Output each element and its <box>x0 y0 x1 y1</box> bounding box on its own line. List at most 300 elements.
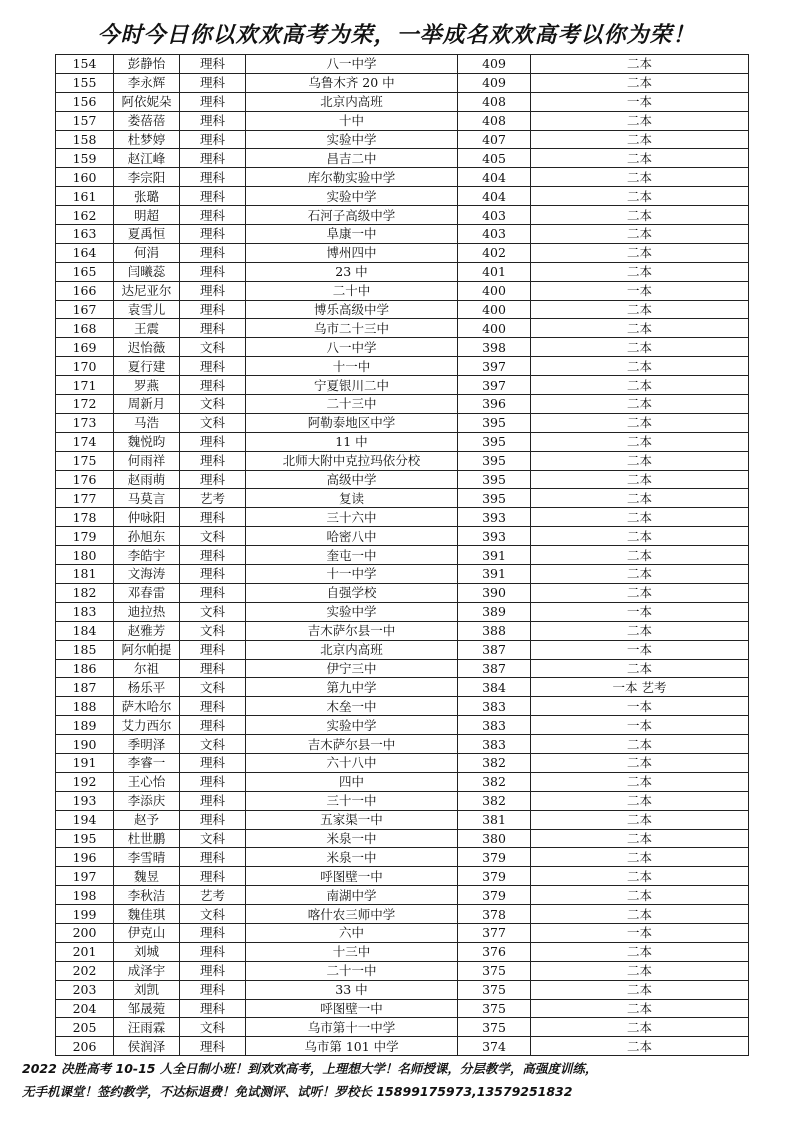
track-cell: 理科 <box>180 980 246 999</box>
rank-cell: 188 <box>56 697 114 716</box>
track-cell: 理科 <box>180 1037 246 1056</box>
tier-cell: 二本 <box>531 338 749 357</box>
school-cell: 乌鲁木齐 20 中 <box>246 73 458 92</box>
track-cell: 理科 <box>180 470 246 489</box>
table-row <box>56 565 749 584</box>
track-cell: 文科 <box>180 395 246 414</box>
rank-cell: 169 <box>56 338 114 357</box>
tier-cell: 一本 <box>531 92 749 111</box>
name-cell: 仲咏阳 <box>114 508 180 527</box>
track-cell: 理科 <box>180 225 246 244</box>
rank-cell: 192 <box>56 772 114 791</box>
score-cell: 395 <box>458 451 531 470</box>
table-row <box>56 168 749 187</box>
name-cell: 李永辉 <box>114 73 180 92</box>
score-cell: 382 <box>458 772 531 791</box>
rank-cell: 170 <box>56 357 114 376</box>
score-cell: 379 <box>458 867 531 886</box>
score-cell: 395 <box>458 489 531 508</box>
score-cell: 374 <box>458 1037 531 1056</box>
name-cell: 迟怡薇 <box>114 338 180 357</box>
table-row <box>56 583 749 602</box>
score-cell: 375 <box>458 1018 531 1037</box>
score-cell: 397 <box>458 357 531 376</box>
rank-cell: 187 <box>56 678 114 697</box>
tier-cell: 一本 <box>531 281 749 300</box>
table-row <box>56 999 749 1018</box>
rank-cell: 202 <box>56 961 114 980</box>
tier-cell: 二本 <box>531 1018 749 1037</box>
name-cell: 赵雨萌 <box>114 470 180 489</box>
table-row <box>56 829 749 848</box>
name-cell: 杜梦婷 <box>114 130 180 149</box>
name-cell: 夏行建 <box>114 357 180 376</box>
name-cell: 迪拉热 <box>114 602 180 621</box>
tier-cell: 一本 艺考 <box>531 678 749 697</box>
name-cell: 马浩 <box>114 413 180 432</box>
tier-cell: 二本 <box>531 73 749 92</box>
score-cell: 390 <box>458 583 531 602</box>
name-cell: 赵江峰 <box>114 149 180 168</box>
name-cell: 伊克山 <box>114 923 180 942</box>
rank-cell: 162 <box>56 206 114 225</box>
score-cell: 408 <box>458 92 531 111</box>
table-row <box>56 357 749 376</box>
table-row <box>56 111 749 130</box>
rank-cell: 182 <box>56 583 114 602</box>
track-cell: 理科 <box>180 281 246 300</box>
school-cell: 呼图壁一中 <box>246 867 458 886</box>
table-row <box>56 243 749 262</box>
score-cell: 383 <box>458 716 531 735</box>
score-cell: 379 <box>458 886 531 905</box>
advert-footer <box>22 1057 782 1103</box>
rank-cell: 189 <box>56 716 114 735</box>
tier-cell: 二本 <box>531 980 749 999</box>
score-cell: 375 <box>458 961 531 980</box>
name-cell: 李宗阳 <box>114 168 180 187</box>
name-cell: 杜世鹏 <box>114 829 180 848</box>
tier-cell: 二本 <box>531 848 749 867</box>
table-row <box>56 300 749 319</box>
score-cell: 377 <box>458 923 531 942</box>
table-row <box>56 338 749 357</box>
name-cell: 魏昱 <box>114 867 180 886</box>
track-cell: 理科 <box>180 376 246 395</box>
advert-line-2: 无手机课堂！签约教学，不达标退费！免试测评、试听！罗校长 15899175973,13579251832 <box>22 1084 573 1099</box>
tier-cell: 一本 <box>531 602 749 621</box>
table-row <box>56 206 749 225</box>
name-cell: 李秋洁 <box>114 886 180 905</box>
school-cell: 三十一中 <box>246 791 458 810</box>
tier-cell: 二本 <box>531 772 749 791</box>
tier-cell: 二本 <box>531 470 749 489</box>
school-cell: 乌市第 101 中学 <box>246 1037 458 1056</box>
tier-cell: 二本 <box>531 905 749 924</box>
table-row <box>56 602 749 621</box>
tier-cell: 二本 <box>531 432 749 451</box>
score-cell: 383 <box>458 697 531 716</box>
track-cell: 理科 <box>180 772 246 791</box>
name-cell: 萨木哈尔 <box>114 697 180 716</box>
rank-cell: 167 <box>56 300 114 319</box>
track-cell: 理科 <box>180 55 246 74</box>
tier-cell: 一本 <box>531 923 749 942</box>
table-row <box>56 1037 749 1056</box>
table-row <box>56 376 749 395</box>
rank-cell: 178 <box>56 508 114 527</box>
school-cell: 二十一中 <box>246 961 458 980</box>
rank-cell: 160 <box>56 168 114 187</box>
rank-cell: 161 <box>56 187 114 206</box>
name-cell: 阿尔帕提 <box>114 640 180 659</box>
rank-cell: 191 <box>56 753 114 772</box>
name-cell: 杨乐平 <box>114 678 180 697</box>
rank-cell: 196 <box>56 848 114 867</box>
name-cell: 马莫言 <box>114 489 180 508</box>
rank-cell: 154 <box>56 55 114 74</box>
school-cell: 呼图壁一中 <box>246 999 458 1018</box>
rank-cell: 174 <box>56 432 114 451</box>
name-cell: 赵予 <box>114 810 180 829</box>
track-cell: 文科 <box>180 678 246 697</box>
tier-cell: 二本 <box>531 168 749 187</box>
track-cell: 理科 <box>180 942 246 961</box>
tier-cell: 二本 <box>531 149 749 168</box>
rank-cell: 165 <box>56 262 114 281</box>
name-cell: 孙旭东 <box>114 527 180 546</box>
rank-cell: 203 <box>56 980 114 999</box>
school-cell: 吉木萨尔县一中 <box>246 621 458 640</box>
school-cell: 十中 <box>246 111 458 130</box>
school-cell: 石河子高级中学 <box>246 206 458 225</box>
rank-cell: 199 <box>56 905 114 924</box>
score-cell: 408 <box>458 111 531 130</box>
school-cell: 乌市第十一中学 <box>246 1018 458 1037</box>
table-row <box>56 319 749 338</box>
rank-cell: 172 <box>56 395 114 414</box>
name-cell: 罗燕 <box>114 376 180 395</box>
score-cell: 388 <box>458 621 531 640</box>
name-cell: 侯润泽 <box>114 1037 180 1056</box>
school-cell: 实验中学 <box>246 130 458 149</box>
score-cell: 387 <box>458 640 531 659</box>
advert-line-1: 2022 决胜高考 10-15 人全日制小班！到欢欢高考，上理想大学！名师授课，分层教学，高强度训练， <box>22 1061 598 1076</box>
rank-cell: 194 <box>56 810 114 829</box>
table-row <box>56 678 749 697</box>
score-cell: 401 <box>458 262 531 281</box>
tier-cell: 二本 <box>531 565 749 584</box>
rank-cell: 198 <box>56 886 114 905</box>
table-row <box>56 187 749 206</box>
table-row <box>56 225 749 244</box>
school-cell: 11 中 <box>246 432 458 451</box>
score-table <box>55 54 749 1056</box>
school-cell: 二十三中 <box>246 395 458 414</box>
table-row <box>56 413 749 432</box>
track-cell: 理科 <box>180 357 246 376</box>
tier-cell: 二本 <box>531 187 749 206</box>
tier-cell: 二本 <box>531 413 749 432</box>
table-row <box>56 130 749 149</box>
school-cell: 六十八中 <box>246 753 458 772</box>
score-cell: 396 <box>458 395 531 414</box>
name-cell: 李睿一 <box>114 753 180 772</box>
name-cell: 夏禹恒 <box>114 225 180 244</box>
name-cell: 邓春雷 <box>114 583 180 602</box>
name-cell: 李皓宇 <box>114 546 180 565</box>
score-cell: 409 <box>458 55 531 74</box>
name-cell: 阿依妮朵 <box>114 92 180 111</box>
table-row <box>56 848 749 867</box>
name-cell: 王震 <box>114 319 180 338</box>
score-cell: 400 <box>458 319 531 338</box>
score-cell: 382 <box>458 791 531 810</box>
track-cell: 理科 <box>180 867 246 886</box>
rank-cell: 156 <box>56 92 114 111</box>
track-cell: 理科 <box>180 243 246 262</box>
track-cell: 理科 <box>180 73 246 92</box>
score-cell: 395 <box>458 432 531 451</box>
school-cell: 33 中 <box>246 980 458 999</box>
school-cell: 十三中 <box>246 942 458 961</box>
tier-cell: 二本 <box>531 829 749 848</box>
rank-cell: 181 <box>56 565 114 584</box>
school-cell: 北京内高班 <box>246 92 458 111</box>
name-cell: 邹晟菀 <box>114 999 180 1018</box>
rank-cell: 158 <box>56 130 114 149</box>
name-cell: 李添庆 <box>114 791 180 810</box>
school-cell: 库尔勒实验中学 <box>246 168 458 187</box>
school-cell: 高级中学 <box>246 470 458 489</box>
score-cell: 383 <box>458 735 531 754</box>
score-cell: 375 <box>458 999 531 1018</box>
track-cell: 理科 <box>180 753 246 772</box>
table-row <box>56 659 749 678</box>
score-cell: 397 <box>458 376 531 395</box>
school-cell: 阜康一中 <box>246 225 458 244</box>
track-cell: 理科 <box>180 262 246 281</box>
track-cell: 理科 <box>180 130 246 149</box>
tier-cell: 二本 <box>531 319 749 338</box>
rank-cell: 180 <box>56 546 114 565</box>
school-cell: 三十六中 <box>246 508 458 527</box>
tier-cell: 二本 <box>531 810 749 829</box>
track-cell: 理科 <box>180 659 246 678</box>
track-cell: 理科 <box>180 999 246 1018</box>
rank-cell: 204 <box>56 999 114 1018</box>
track-cell: 文科 <box>180 829 246 848</box>
score-cell: 384 <box>458 678 531 697</box>
rank-cell: 186 <box>56 659 114 678</box>
track-cell: 理科 <box>180 92 246 111</box>
tier-cell: 二本 <box>531 621 749 640</box>
rank-cell: 166 <box>56 281 114 300</box>
score-cell: 407 <box>458 130 531 149</box>
track-cell: 理科 <box>180 300 246 319</box>
score-cell: 403 <box>458 206 531 225</box>
score-cell: 404 <box>458 168 531 187</box>
name-cell: 明超 <box>114 206 180 225</box>
school-cell: 自强学校 <box>246 583 458 602</box>
table-row <box>56 451 749 470</box>
school-cell: 米泉一中 <box>246 848 458 867</box>
school-cell: 博乐高级中学 <box>246 300 458 319</box>
tier-cell: 二本 <box>531 376 749 395</box>
school-cell: 六中 <box>246 923 458 942</box>
rank-cell: 197 <box>56 867 114 886</box>
score-cell: 398 <box>458 338 531 357</box>
tier-cell: 二本 <box>531 262 749 281</box>
track-cell: 理科 <box>180 206 246 225</box>
tier-cell: 二本 <box>531 546 749 565</box>
table-row <box>56 470 749 489</box>
tier-cell: 二本 <box>531 206 749 225</box>
table-row <box>56 697 749 716</box>
name-cell: 何涓 <box>114 243 180 262</box>
score-cell: 391 <box>458 546 531 565</box>
table-row <box>56 980 749 999</box>
rank-cell: 190 <box>56 735 114 754</box>
table-row <box>56 735 749 754</box>
school-cell: 喀什农三师中学 <box>246 905 458 924</box>
score-cell: 400 <box>458 300 531 319</box>
track-cell: 理科 <box>180 451 246 470</box>
name-cell: 何雨祥 <box>114 451 180 470</box>
rank-cell: 177 <box>56 489 114 508</box>
school-cell: 四中 <box>246 772 458 791</box>
score-cell: 404 <box>458 187 531 206</box>
table-row <box>56 395 749 414</box>
score-cell: 382 <box>458 753 531 772</box>
rank-cell: 175 <box>56 451 114 470</box>
track-cell: 理科 <box>180 810 246 829</box>
rank-cell: 200 <box>56 923 114 942</box>
score-cell: 375 <box>458 980 531 999</box>
school-cell: 实验中学 <box>246 187 458 206</box>
table-row <box>56 149 749 168</box>
tier-cell: 二本 <box>531 659 749 678</box>
name-cell: 刘凯 <box>114 980 180 999</box>
track-cell: 文科 <box>180 735 246 754</box>
table-row <box>56 621 749 640</box>
tier-cell: 二本 <box>531 1037 749 1056</box>
table-row <box>56 432 749 451</box>
rank-cell: 164 <box>56 243 114 262</box>
table-row <box>56 640 749 659</box>
rank-cell: 157 <box>56 111 114 130</box>
track-cell: 理科 <box>180 848 246 867</box>
school-cell: 复读 <box>246 489 458 508</box>
name-cell: 彭静怡 <box>114 55 180 74</box>
track-cell: 理科 <box>180 111 246 130</box>
school-cell: 米泉一中 <box>246 829 458 848</box>
school-cell: 实验中学 <box>246 716 458 735</box>
score-cell: 395 <box>458 470 531 489</box>
track-cell: 理科 <box>180 168 246 187</box>
tier-cell: 二本 <box>531 583 749 602</box>
school-cell: 博州四中 <box>246 243 458 262</box>
score-cell: 402 <box>458 243 531 262</box>
tier-cell: 二本 <box>531 489 749 508</box>
school-cell: 北京内高班 <box>246 640 458 659</box>
track-cell: 文科 <box>180 1018 246 1037</box>
tier-cell: 二本 <box>531 130 749 149</box>
name-cell: 魏悦昀 <box>114 432 180 451</box>
tier-cell: 二本 <box>531 55 749 74</box>
table-row <box>56 942 749 961</box>
score-cell: 380 <box>458 829 531 848</box>
rank-cell: 163 <box>56 225 114 244</box>
track-cell: 文科 <box>180 602 246 621</box>
tier-cell: 二本 <box>531 735 749 754</box>
tier-cell: 二本 <box>531 886 749 905</box>
name-cell: 娄蓓蓓 <box>114 111 180 130</box>
name-cell: 魏佳琪 <box>114 905 180 924</box>
name-cell: 闫曦蕊 <box>114 262 180 281</box>
track-cell: 理科 <box>180 432 246 451</box>
name-cell: 周新月 <box>114 395 180 414</box>
table-row <box>56 92 749 111</box>
table-row <box>56 262 749 281</box>
score-cell: 403 <box>458 225 531 244</box>
school-cell: 阿勒泰地区中学 <box>246 413 458 432</box>
tier-cell: 二本 <box>531 451 749 470</box>
tier-cell: 二本 <box>531 111 749 130</box>
track-cell: 理科 <box>180 149 246 168</box>
score-cell: 391 <box>458 565 531 584</box>
name-cell: 达尼亚尔 <box>114 281 180 300</box>
track-cell: 理科 <box>180 565 246 584</box>
name-cell: 袁雪儿 <box>114 300 180 319</box>
track-cell: 文科 <box>180 621 246 640</box>
school-cell: 南湖中学 <box>246 886 458 905</box>
name-cell: 王心怡 <box>114 772 180 791</box>
score-cell: 393 <box>458 508 531 527</box>
table-row <box>56 546 749 565</box>
score-cell: 405 <box>458 149 531 168</box>
school-cell: 五家渠一中 <box>246 810 458 829</box>
rank-cell: 176 <box>56 470 114 489</box>
name-cell: 艾力西尔 <box>114 716 180 735</box>
track-cell: 理科 <box>180 508 246 527</box>
name-cell: 李雪晴 <box>114 848 180 867</box>
track-cell: 理科 <box>180 640 246 659</box>
rank-cell: 205 <box>56 1018 114 1037</box>
table-row <box>56 810 749 829</box>
track-cell: 理科 <box>180 546 246 565</box>
tier-cell: 二本 <box>531 243 749 262</box>
tier-cell: 二本 <box>531 961 749 980</box>
table-row <box>56 867 749 886</box>
score-cell: 409 <box>458 73 531 92</box>
score-cell: 376 <box>458 942 531 961</box>
track-cell: 艺考 <box>180 886 246 905</box>
tier-cell: 二本 <box>531 225 749 244</box>
tier-cell: 二本 <box>531 999 749 1018</box>
school-cell: 八一中学 <box>246 338 458 357</box>
track-cell: 理科 <box>180 187 246 206</box>
table-row <box>56 73 749 92</box>
rank-cell: 201 <box>56 942 114 961</box>
score-table-body <box>56 55 749 1056</box>
school-cell: 奎屯一中 <box>246 546 458 565</box>
school-cell: 十一中 <box>246 357 458 376</box>
tier-cell: 一本 <box>531 640 749 659</box>
rank-cell: 168 <box>56 319 114 338</box>
table-row <box>56 961 749 980</box>
tier-cell: 二本 <box>531 791 749 810</box>
